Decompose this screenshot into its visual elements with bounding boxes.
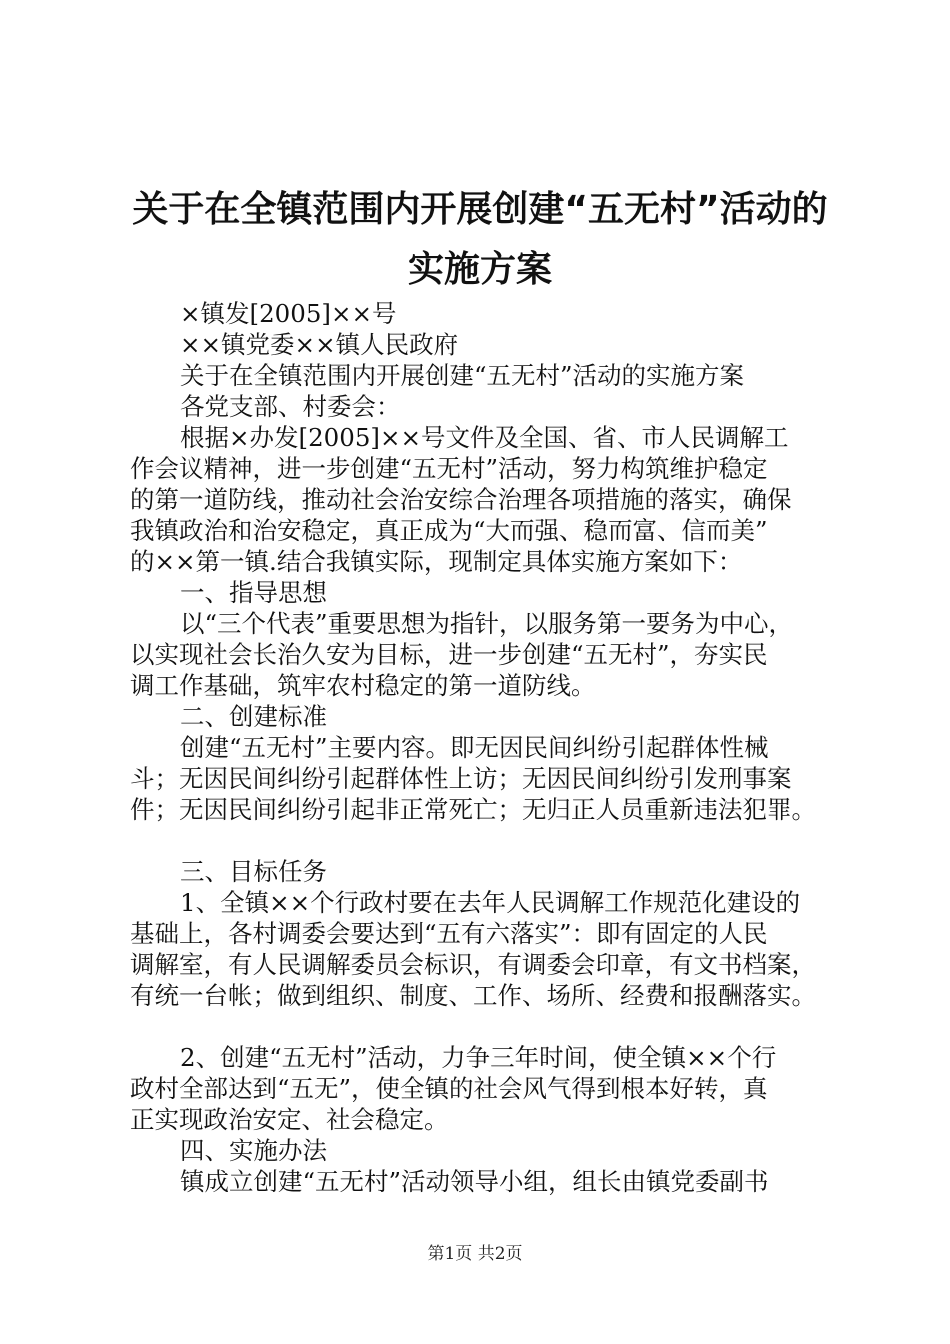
page-number-footer: 第1页 共2页 [427, 1244, 523, 1264]
body-text-line: 关于在全镇范围内开展创建“五无村”活动的实施方案 [180, 361, 745, 390]
body-text-line: 有统一台帐；做到组织、制度、工作、场所、经费和报酬落实。 [130, 981, 816, 1010]
body-text-line: 四、实施办法 [180, 1136, 327, 1165]
body-text-line: 一、指导思想 [180, 578, 327, 607]
body-text-line: 政村全部达到“五无”，使全镇的社会风气得到根本好转，真 [130, 1074, 768, 1103]
body-text-line: 件；无因民间纠纷引起非正常死亡；无归正人员重新违法犯罪。 [130, 795, 816, 824]
body-text-line: 三、目标任务 [180, 857, 327, 886]
document-title-line-2: 实施方案 [407, 249, 552, 290]
body-text-line: 镇成立创建“五无村”活动领导小组，组长由镇党委副书 [180, 1167, 769, 1196]
body-text-line: 创建“五无村”主要内容。即无因民间纠纷引起群体性械 [180, 733, 769, 762]
body-text-line: ×镇发[2005]××号 [180, 299, 397, 328]
body-text-line: 斗；无因民间纠纷引起群体性上访；无因民间纠纷引发刑事案 [130, 764, 792, 793]
body-text-line: 我镇政治和治安稳定，真正成为“大而强、稳而富、信而美” [130, 516, 768, 545]
body-text-line: 调工作基础，筑牢农村稳定的第一道防线。 [130, 671, 596, 700]
body-text-line: 以实现社会长治久安为目标，进一步创建“五无村”，夯实民 [130, 640, 768, 669]
body-text-line: 调解室，有人民调解委员会标识，有调委会印章，有文书档案， [130, 950, 816, 979]
body-text-line: 根据×办发[2005]××号文件及全国、省、市人民调解工 [180, 423, 789, 452]
blank-line [130, 825, 850, 856]
document-title-line-1: 关于在全镇范围内开展创建“五无村”活动的 [132, 189, 828, 230]
body-text-line: ××镇党委××镇人民政府 [180, 330, 459, 359]
body-text-line: 以“三个代表”重要思想为指针，以服务第一要务为中心， [180, 609, 794, 638]
document-body [130, 298, 850, 1197]
body-text-line: 正实现政治安定、社会稳定。 [130, 1105, 449, 1134]
body-text-line: 1、全镇××个行政村要在去年人民调解工作规范化建设的 [180, 888, 801, 917]
body-text-line: 各党支部、村委会： [180, 392, 401, 421]
blank-line [130, 1011, 850, 1042]
body-text-line: 的第一道防线，推动社会治安综合治理各项措施的落实，确保 [130, 485, 792, 514]
body-text-line: 的××第一镇.结合我镇实际，现制定具体实施方案如下： [130, 547, 743, 576]
body-text-line: 基础上，各村调委会要达到“五有六落实”：即有固定的人民 [130, 919, 768, 948]
body-text-line: 二、创建标准 [180, 702, 327, 731]
body-text-line: 2、创建“五无村”活动，力争三年时间，使全镇××个行 [180, 1043, 777, 1072]
body-text-line: 作会议精神，进一步创建“五无村”活动，努力构筑维护稳定 [130, 454, 768, 483]
